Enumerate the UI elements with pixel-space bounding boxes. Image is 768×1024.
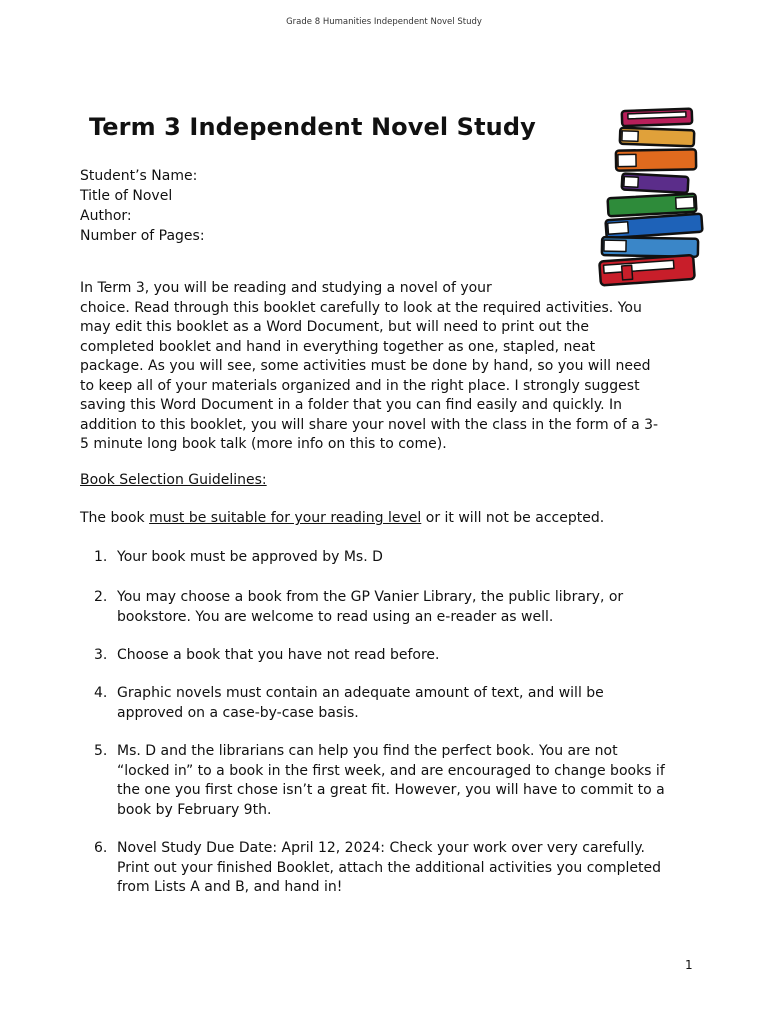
reading-level-rule xyxy=(80,510,604,526)
rule-underlined: must be suitable for your reading level xyxy=(149,510,422,526)
guideline-line: book by February 9th. xyxy=(117,801,272,818)
intro-line: package. As you will see, some activities must be done by hand, so you will need xyxy=(80,358,651,374)
guideline-line: You may choose a book from the GP Vanier Library, the public library, or xyxy=(117,589,624,605)
intro-line: may edit this booklet as a Word Document, but will need to print out the xyxy=(80,319,589,335)
guideline-line: approved on a case-by-case basis. xyxy=(117,704,359,721)
guideline-text xyxy=(117,839,700,898)
guideline-line: “locked in” to a book in the first week, and are encouraged to change books if xyxy=(117,762,665,779)
page-number: 1 xyxy=(685,958,693,972)
running-header: Grade 8 Humanities Independent Novel Study xyxy=(286,17,482,27)
guideline-line: Your book must be approved by Ms. D xyxy=(117,549,383,565)
guideline-text xyxy=(117,684,700,723)
guideline-line: Graphic novels must contain an adequate amount of text, and will be xyxy=(117,685,604,701)
guideline-line: the one you first chose isn’t a great fit. However, you will have to commit to a xyxy=(117,782,665,798)
guideline-number: 4. xyxy=(94,685,108,701)
book-4 xyxy=(622,173,689,192)
pages-label: Number of Pages: xyxy=(80,228,205,244)
guideline-text xyxy=(117,742,700,820)
book-7 xyxy=(602,237,698,257)
intro-line: saving this Word Document in a folder that you can find easily and quickly. In xyxy=(80,397,623,413)
intro-paragraph xyxy=(80,279,690,455)
guideline-line: Novel Study Due Date: April 12, 2024: Check your work over very carefully. xyxy=(117,840,645,856)
guideline-line: bookstore. You are welcome to read using an e-reader as well. xyxy=(117,608,554,625)
guideline-line: from Lists A and B, and hand in! xyxy=(117,879,343,895)
guideline-line: Print out your finished Booklet, attach the additional activities you completed xyxy=(117,859,661,876)
book-3 xyxy=(616,149,696,170)
guideline-number: 1. xyxy=(94,549,108,565)
book-5 xyxy=(608,194,697,217)
student-info-fields xyxy=(80,166,205,246)
stack-of-books-icon xyxy=(596,104,706,288)
intro-line: to keep all of your materials organized and in the right place. I strongly suggest xyxy=(80,377,640,394)
intro-line: completed booklet and hand in everything together as one, stapled, neat xyxy=(80,338,596,355)
guideline-text xyxy=(117,646,700,666)
guideline-number: 2. xyxy=(94,589,108,605)
guideline-number: 6. xyxy=(94,840,108,856)
student-name-label: Student’s Name: xyxy=(80,168,198,184)
intro-line: choice. Read through this booklet carefully to look at the required activities. You xyxy=(80,299,642,316)
rule-suffix: or it will not be accepted. xyxy=(421,510,605,526)
book-6 xyxy=(605,214,702,239)
rule-prefix: The book xyxy=(80,510,150,526)
guideline-number: 3. xyxy=(94,647,108,663)
novel-title-label: Title of Novel xyxy=(80,188,173,204)
guideline-text xyxy=(117,548,700,568)
author-label: Author: xyxy=(80,208,132,224)
page-title: Term 3 Independent Novel Study xyxy=(89,113,536,141)
book-1 xyxy=(622,109,692,126)
intro-line: 5 minute long book talk (more info on this to come). xyxy=(80,436,447,452)
book-2 xyxy=(620,128,695,147)
intro-line: addition to this booklet, you will share your novel with the class in the form of a 3- xyxy=(80,416,659,433)
guideline-number: 5. xyxy=(94,743,108,759)
guidelines-heading: Book Selection Guidelines: xyxy=(80,472,267,488)
intro-line: In Term 3, you will be reading and studying a novel of your xyxy=(80,280,492,296)
guideline-text xyxy=(117,588,700,627)
guideline-line: Ms. D and the librarians can help you find the perfect book. You are not xyxy=(117,743,618,759)
guideline-line: Choose a book that you have not read before. xyxy=(117,647,440,663)
